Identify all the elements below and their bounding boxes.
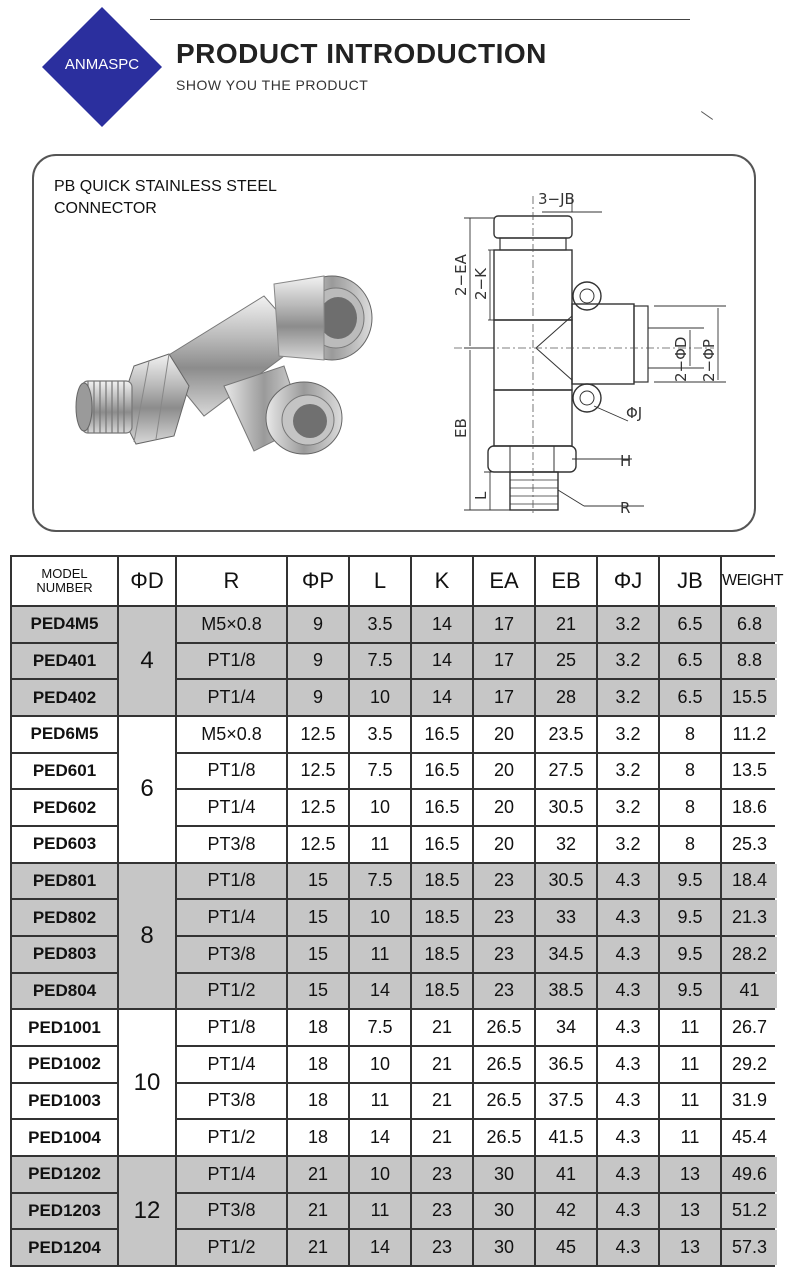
cell-r: PT3/8 <box>177 827 286 862</box>
cell-ea: 30 <box>474 1157 534 1192</box>
cell-l: 11 <box>350 937 410 972</box>
cell-eb: 23.5 <box>536 717 596 752</box>
cell-r: PT3/8 <box>177 1194 286 1229</box>
cell-jb: 6.5 <box>660 644 720 679</box>
cell-k: 16.5 <box>412 827 472 862</box>
cell-op: 15 <box>288 974 348 1009</box>
cell-weight: 13.5 <box>722 754 777 789</box>
cell-weight: 41 <box>722 974 777 1009</box>
cell-oj: 4.3 <box>598 1120 658 1155</box>
cell-model: PED1002 <box>12 1047 117 1082</box>
dim-jb-label: 3−JB <box>538 190 575 208</box>
cell-r: PT1/8 <box>177 1010 286 1045</box>
cell-model: PED602 <box>12 790 117 825</box>
product-name-line2: CONNECTOR <box>54 200 157 217</box>
cell-op: 21 <box>288 1194 348 1229</box>
cell-l: 7.5 <box>350 1010 410 1045</box>
dim-r-label: R <box>620 499 631 516</box>
cell-r: PT3/8 <box>177 1084 286 1119</box>
cell-ea: 23 <box>474 937 534 972</box>
table-header-row <box>12 557 777 605</box>
cell-r: PT1/2 <box>177 1120 286 1155</box>
cell-jb: 9.5 <box>660 864 720 899</box>
col-header-weight: WEIGHT <box>722 557 777 605</box>
cell-jb: 11 <box>660 1120 720 1155</box>
cell-r: PT1/8 <box>177 754 286 789</box>
cell-r: PT1/4 <box>177 1157 286 1192</box>
dim-h-label: H <box>620 452 632 470</box>
cell-k: 21 <box>412 1120 472 1155</box>
spec-table-container <box>10 555 783 1267</box>
cell-eb: 28 <box>536 680 596 715</box>
cell-eb: 38.5 <box>536 974 596 1009</box>
cell-weight: 31.9 <box>722 1084 777 1119</box>
cell-eb: 41.5 <box>536 1120 596 1155</box>
cell-model: PED802 <box>12 900 117 935</box>
cell-model: PED402 <box>12 680 117 715</box>
col-header-model-line2: NUMBER <box>36 580 93 595</box>
cell-l: 11 <box>350 827 410 862</box>
cell-oj: 3.2 <box>598 790 658 825</box>
cell-ea: 30 <box>474 1194 534 1229</box>
page-subtitle: SHOW YOU THE PRODUCT <box>176 77 369 93</box>
cell-l: 10 <box>350 1157 410 1192</box>
cell-oj: 3.2 <box>598 680 658 715</box>
cell-l: 14 <box>350 974 410 1009</box>
cell-r: PT1/4 <box>177 790 286 825</box>
cell-k: 16.5 <box>412 790 472 825</box>
cell-ea: 20 <box>474 754 534 789</box>
cell-oj: 3.2 <box>598 827 658 862</box>
cell-k: 18.5 <box>412 937 472 972</box>
cell-oj: 4.3 <box>598 1194 658 1229</box>
cell-k: 23 <box>412 1194 472 1229</box>
cell-l: 10 <box>350 900 410 935</box>
cell-ea: 26.5 <box>474 1047 534 1082</box>
cell-eb: 30.5 <box>536 790 596 825</box>
cell-op: 12.5 <box>288 717 348 752</box>
cell-oj: 4.3 <box>598 1010 658 1045</box>
cell-oj: 4.3 <box>598 974 658 1009</box>
cell-jb: 6.5 <box>660 607 720 642</box>
cell-jb: 8 <box>660 717 720 752</box>
cell-weight: 26.7 <box>722 1010 777 1045</box>
cell-eb: 41 <box>536 1157 596 1192</box>
cell-op: 9 <box>288 680 348 715</box>
cell-eb: 32 <box>536 827 596 862</box>
cell-oj: 4.3 <box>598 1047 658 1082</box>
cell-eb: 27.5 <box>536 754 596 789</box>
col-header-k: K <box>412 557 472 605</box>
cell-eb: 21 <box>536 607 596 642</box>
cell-eb: 45 <box>536 1230 596 1265</box>
cell-oj: 4.3 <box>598 1230 658 1265</box>
cell-ea: 17 <box>474 644 534 679</box>
cell-op: 18 <box>288 1010 348 1045</box>
cell-model: PED401 <box>12 644 117 679</box>
cell-oj: 4.3 <box>598 1157 658 1192</box>
cell-od: 6 <box>119 717 175 862</box>
cell-eb: 33 <box>536 900 596 935</box>
product-name-line1: PB QUICK STAINLESS STEEL <box>54 178 277 195</box>
cell-model: PED1001 <box>12 1010 117 1045</box>
product-panel <box>32 154 756 532</box>
cell-k: 23 <box>412 1230 472 1265</box>
cell-k: 16.5 <box>412 717 472 752</box>
cell-oj: 3.2 <box>598 607 658 642</box>
technical-drawing <box>414 176 734 516</box>
cell-r: PT1/4 <box>177 680 286 715</box>
cell-ea: 17 <box>474 607 534 642</box>
cell-l: 7.5 <box>350 754 410 789</box>
cell-l: 10 <box>350 680 410 715</box>
cell-l: 10 <box>350 1047 410 1082</box>
cell-model: PED4M5 <box>12 607 117 642</box>
cell-od: 8 <box>119 864 175 1009</box>
cell-weight: 51.2 <box>722 1194 777 1229</box>
cell-od: 12 <box>119 1157 175 1265</box>
cell-jb: 11 <box>660 1084 720 1119</box>
cell-l: 11 <box>350 1084 410 1119</box>
cell-op: 15 <box>288 900 348 935</box>
cell-r: PT1/4 <box>177 1047 286 1082</box>
cell-model: PED1004 <box>12 1120 117 1155</box>
cell-k: 14 <box>412 607 472 642</box>
cell-ea: 23 <box>474 864 534 899</box>
cell-model: PED1003 <box>12 1084 117 1119</box>
cell-weight: 21.3 <box>722 900 777 935</box>
cell-jb: 9.5 <box>660 974 720 1009</box>
cell-eb: 34 <box>536 1010 596 1045</box>
cell-op: 18 <box>288 1084 348 1119</box>
cell-k: 21 <box>412 1047 472 1082</box>
cell-jb: 11 <box>660 1010 720 1045</box>
cell-l: 14 <box>350 1230 410 1265</box>
cell-k: 16.5 <box>412 754 472 789</box>
cell-weight: 28.2 <box>722 937 777 972</box>
dim-d-label: 2−ΦD <box>672 336 690 382</box>
cell-op: 15 <box>288 864 348 899</box>
cell-ea: 26.5 <box>474 1084 534 1119</box>
cell-jb: 6.5 <box>660 680 720 715</box>
cell-l: 7.5 <box>350 644 410 679</box>
cell-jb: 8 <box>660 790 720 825</box>
dim-k-label: 2−K <box>472 268 490 300</box>
cell-r: M5×0.8 <box>177 717 286 752</box>
cell-l: 11 <box>350 1194 410 1229</box>
cell-ea: 26.5 <box>474 1120 534 1155</box>
cell-op: 21 <box>288 1230 348 1265</box>
cell-ea: 17 <box>474 680 534 715</box>
cell-weight: 8.8 <box>722 644 777 679</box>
cell-oj: 4.3 <box>598 864 658 899</box>
cell-ea: 30 <box>474 1230 534 1265</box>
product-name <box>54 176 314 220</box>
cell-jb: 8 <box>660 754 720 789</box>
cell-eb: 25 <box>536 644 596 679</box>
cell-k: 18.5 <box>412 864 472 899</box>
col-header-op: ΦP <box>288 557 348 605</box>
table-row <box>12 717 777 752</box>
cell-op: 12.5 <box>288 790 348 825</box>
cell-oj: 4.3 <box>598 900 658 935</box>
table-row <box>12 1157 777 1192</box>
cell-eb: 36.5 <box>536 1047 596 1082</box>
cell-k: 18.5 <box>412 974 472 1009</box>
cell-op: 15 <box>288 937 348 972</box>
cell-oj: 4.3 <box>598 937 658 972</box>
cell-l: 10 <box>350 790 410 825</box>
brand-logo-text: ANMASPC <box>64 56 140 73</box>
cell-op: 21 <box>288 1157 348 1192</box>
cell-k: 14 <box>412 644 472 679</box>
cell-jb: 13 <box>660 1230 720 1265</box>
cell-l: 3.5 <box>350 607 410 642</box>
corner-tick <box>701 111 713 120</box>
product-photo <box>74 266 374 486</box>
dim-l-label: L <box>472 491 490 500</box>
cell-jb: 9.5 <box>660 937 720 972</box>
cell-k: 23 <box>412 1157 472 1192</box>
cell-r: PT1/4 <box>177 900 286 935</box>
cell-model: PED801 <box>12 864 117 899</box>
cell-l: 3.5 <box>350 717 410 752</box>
dim-j-label: ΦJ <box>626 404 643 422</box>
cell-eb: 30.5 <box>536 864 596 899</box>
cell-oj: 3.2 <box>598 754 658 789</box>
col-header-od: ΦD <box>119 557 175 605</box>
cell-weight: 49.6 <box>722 1157 777 1192</box>
cell-jb: 11 <box>660 1047 720 1082</box>
cell-model: PED1202 <box>12 1157 117 1192</box>
col-header-jb: JB <box>660 557 720 605</box>
cell-model: PED803 <box>12 937 117 972</box>
col-header-r: R <box>177 557 286 605</box>
cell-od: 10 <box>119 1010 175 1155</box>
cell-model: PED1204 <box>12 1230 117 1265</box>
cell-r: PT1/8 <box>177 864 286 899</box>
cell-weight: 18.4 <box>722 864 777 899</box>
cell-weight: 11.2 <box>722 717 777 752</box>
cell-ea: 23 <box>474 974 534 1009</box>
cell-k: 18.5 <box>412 900 472 935</box>
col-header-model-line1: MODEL <box>41 566 88 581</box>
cell-r: PT3/8 <box>177 937 286 972</box>
col-header-oj: ΦJ <box>598 557 658 605</box>
cell-weight: 25.3 <box>722 827 777 862</box>
col-header-eb: EB <box>536 557 596 605</box>
col-header-model <box>12 557 117 605</box>
cell-k: 21 <box>412 1010 472 1045</box>
table-row <box>12 607 777 642</box>
cell-r: PT1/8 <box>177 644 286 679</box>
cell-weight: 57.3 <box>722 1230 777 1265</box>
cell-model: PED603 <box>12 827 117 862</box>
cell-ea: 26.5 <box>474 1010 534 1045</box>
cell-l: 7.5 <box>350 864 410 899</box>
cell-model: PED804 <box>12 974 117 1009</box>
col-header-ea: EA <box>474 557 534 605</box>
cell-weight: 6.8 <box>722 607 777 642</box>
cell-ea: 23 <box>474 900 534 935</box>
cell-weight: 15.5 <box>722 680 777 715</box>
cell-weight: 45.4 <box>722 1120 777 1155</box>
table-row <box>12 1010 777 1045</box>
dim-ea-label: 2−EA <box>452 254 470 296</box>
cell-jb: 13 <box>660 1157 720 1192</box>
header-rule <box>150 19 690 20</box>
cell-eb: 37.5 <box>536 1084 596 1119</box>
cell-op: 18 <box>288 1120 348 1155</box>
table-body <box>12 607 777 1265</box>
page-header <box>0 0 790 140</box>
cell-oj: 3.2 <box>598 717 658 752</box>
cell-r: M5×0.8 <box>177 607 286 642</box>
cell-eb: 42 <box>536 1194 596 1229</box>
cell-k: 14 <box>412 680 472 715</box>
cell-oj: 3.2 <box>598 644 658 679</box>
cell-r: PT1/2 <box>177 974 286 1009</box>
cell-ea: 20 <box>474 717 534 752</box>
dim-p-label: 2−ΦP <box>700 339 718 382</box>
cell-op: 9 <box>288 607 348 642</box>
cell-op: 9 <box>288 644 348 679</box>
cell-l: 14 <box>350 1120 410 1155</box>
cell-model: PED1203 <box>12 1194 117 1229</box>
cell-r: PT1/2 <box>177 1230 286 1265</box>
cell-op: 12.5 <box>288 827 348 862</box>
cell-jb: 13 <box>660 1194 720 1229</box>
cell-ea: 20 <box>474 827 534 862</box>
cell-ea: 20 <box>474 790 534 825</box>
cell-oj: 4.3 <box>598 1084 658 1119</box>
spec-table <box>10 555 783 1267</box>
cell-k: 21 <box>412 1084 472 1119</box>
cell-jb: 9.5 <box>660 900 720 935</box>
cell-jb: 8 <box>660 827 720 862</box>
cell-model: PED6M5 <box>12 717 117 752</box>
cell-op: 18 <box>288 1047 348 1082</box>
cell-op: 12.5 <box>288 754 348 789</box>
table-row <box>12 864 777 899</box>
cell-od: 4 <box>119 607 175 715</box>
cell-model: PED601 <box>12 754 117 789</box>
dim-eb-label: EB <box>452 418 470 438</box>
page-title: PRODUCT INTRODUCTION <box>176 38 547 69</box>
col-header-l: L <box>350 557 410 605</box>
cell-weight: 18.6 <box>722 790 777 825</box>
cell-eb: 34.5 <box>536 937 596 972</box>
cell-weight: 29.2 <box>722 1047 777 1082</box>
